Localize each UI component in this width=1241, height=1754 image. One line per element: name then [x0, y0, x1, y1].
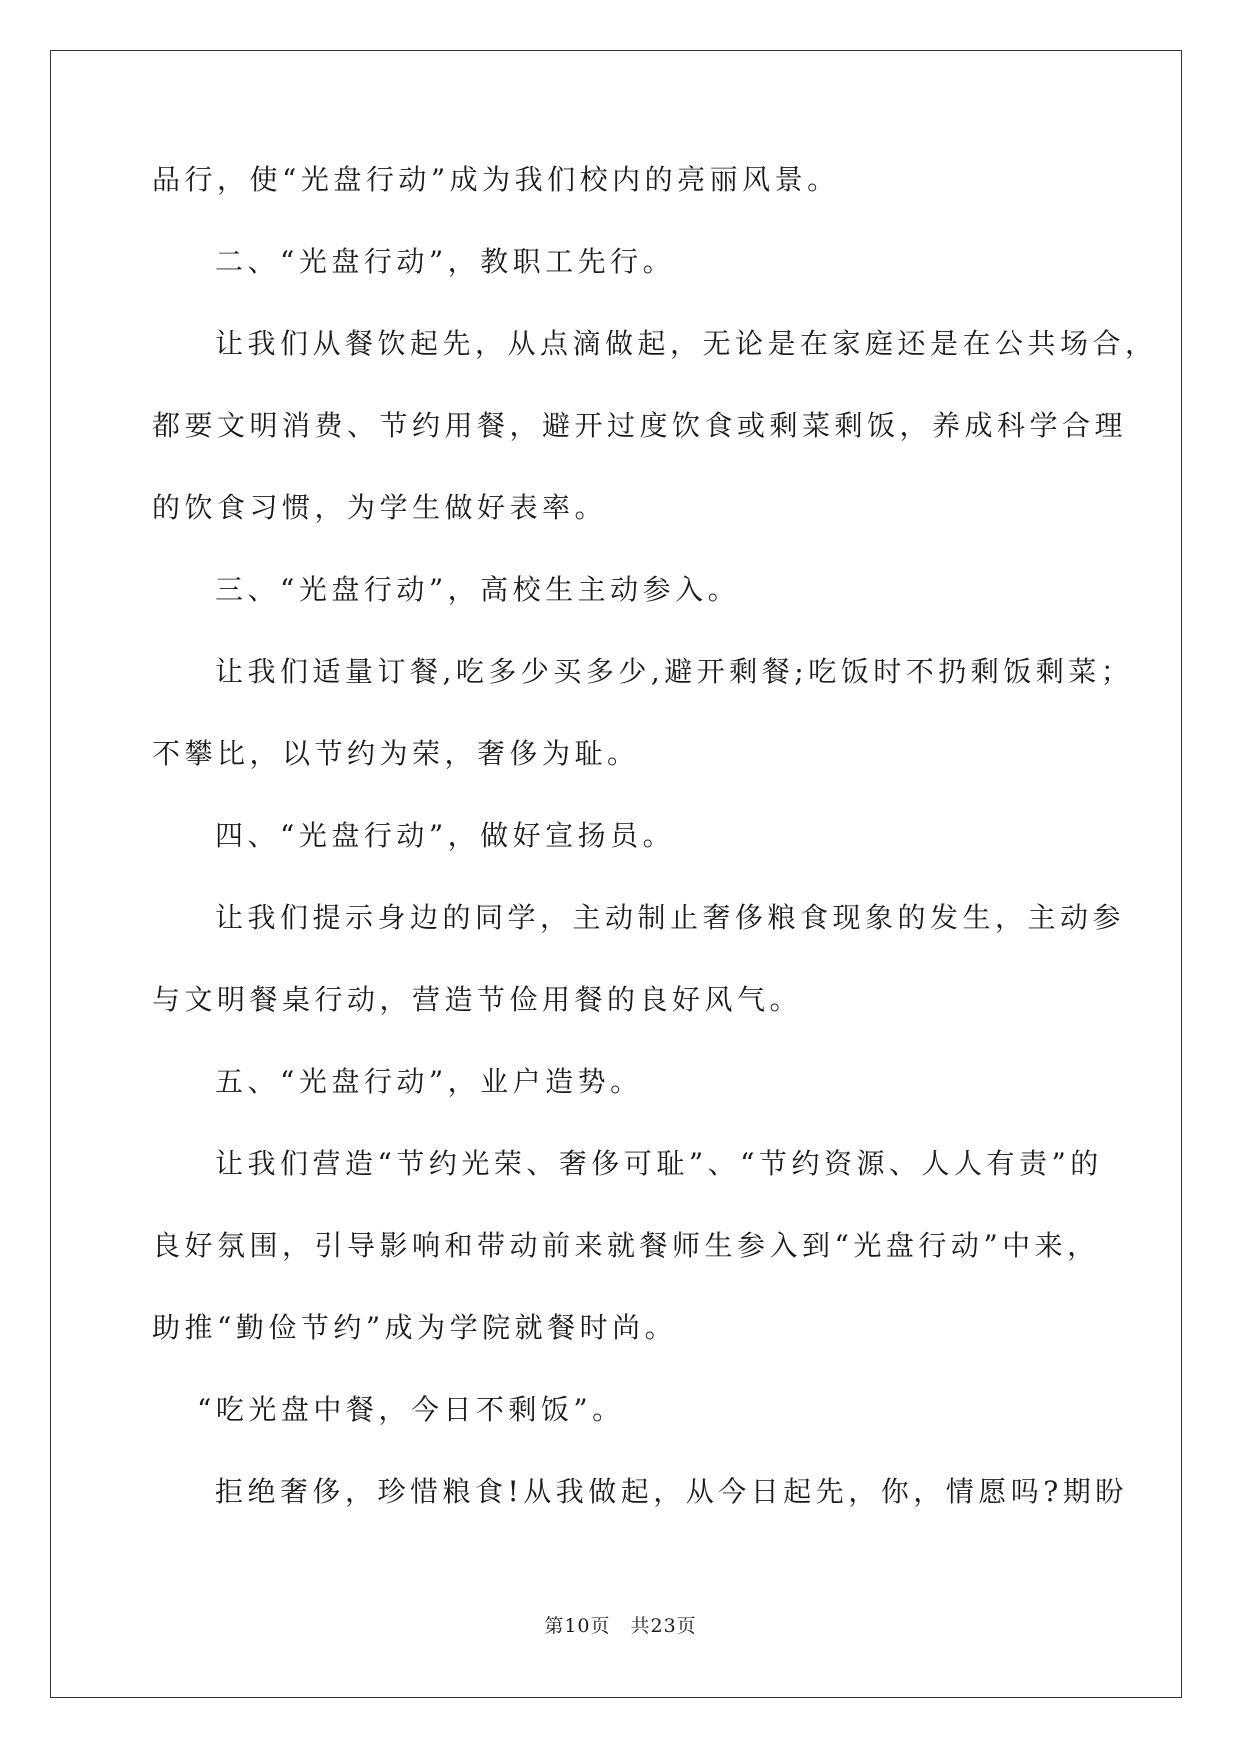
paragraph-line: 让我们从餐饮起先，从点滴做起，无论是在家庭还是在公共场合， — [215, 327, 1158, 360]
paragraph-line: 品行，使“光盘行动”成为我们校内的亮丽风景。 — [152, 163, 840, 196]
paragraph-line: 助推“勤俭节约”成为学院就餐时尚。 — [152, 1311, 678, 1344]
slogan-line: “吃光盘中餐，今日不剩饭”。 — [197, 1393, 625, 1426]
section-heading: 三、“光盘行动”，高校生主动参入。 — [215, 573, 741, 606]
paragraph-line: 都要文明消费、节约用餐，避开过度饮食或剩菜剩饭，养成科学合理 — [152, 409, 1128, 442]
section-heading: 五、“光盘行动”，业户造势。 — [215, 1065, 643, 1098]
paragraph-line: 的饮食习惯，为学生做好表率。 — [152, 491, 608, 524]
paragraph-line: 让我们营造“节约光荣、奢侈可耻”、“节约资源、人人有责”的 — [215, 1147, 1103, 1180]
paragraph-line: 让我们适量订餐,吃多少买多少,避开剩餐;吃饭时不扔剩饭剩菜； — [215, 655, 1134, 688]
paragraph-line: 不攀比，以节约为荣，奢侈为耻。 — [152, 737, 640, 770]
page-footer — [0, 1614, 1241, 1638]
page-number-total: 共23页 — [630, 1615, 697, 1637]
page-number-current: 第10页 — [544, 1615, 611, 1637]
paragraph-line: 良好氛围，引导影响和带动前来就餐师生参入到“光盘行动”中来， — [152, 1229, 1100, 1262]
paragraph-line: 拒绝奢侈，珍惜粮食!从我做起，从今日起先，你，情愿吗?期盼 — [215, 1475, 1128, 1508]
paragraph-line: 让我们提示身边的同学，主动制止奢侈粮食现象的发生，主动参 — [215, 901, 1126, 934]
section-heading: 四、“光盘行动”，做好宣扬员。 — [215, 819, 676, 852]
paragraph-line: 与文明餐桌行动，营造节俭用餐的良好风气。 — [152, 983, 803, 1016]
section-heading: 二、“光盘行动”，教职工先行。 — [215, 245, 676, 278]
document-body — [152, 163, 1158, 1558]
